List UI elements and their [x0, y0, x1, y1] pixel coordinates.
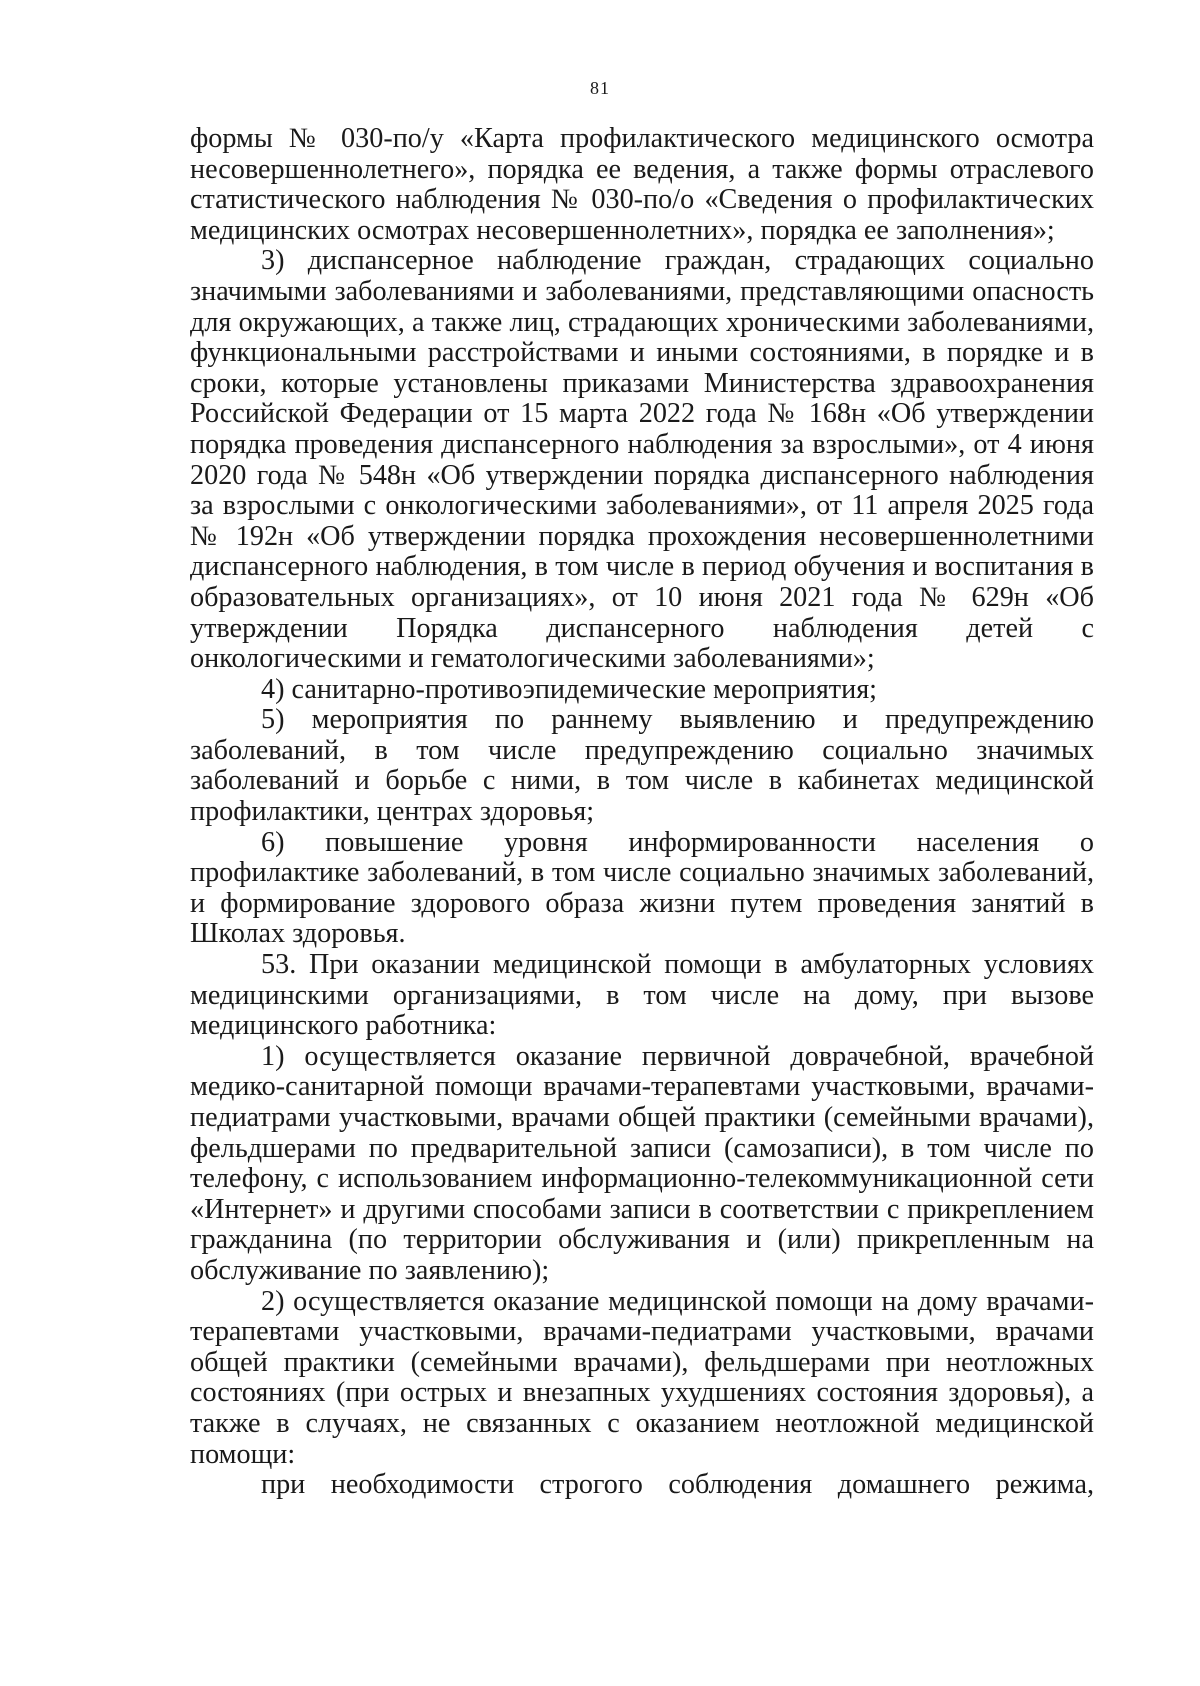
paragraph-clause-53-item-1: 1) осуществляется оказание первичной доврачебной, врачебной медико-санитарной помощи врачами-терапевтами участковыми, врачами-педиатрами участковыми, врачами общей практики (семейными врачами), фельдшерами по предварительной записи (самозаписи), в том числе по телефону, с использованием информационно-телекоммуникационной сети «Интернет» и другими способами записи в соответствии с прикреплением гражданина (по территории обслуживания и (или) прикрепленным на обслуживание по заявлению); — [190, 1040, 1094, 1286]
paragraph-item-6: 6) повышение уровня информированности населения о профилактике заболеваний, в том числе социально значимых заболеваний, и формирование здорового образа жизни путем проведения занятий в Школах здоровья. — [190, 826, 1094, 950]
paragraph-clause-53: 53. При оказании медицинской помощи в амбулаторных условиях медицинскими организациями, в том числе на дому, при вызове медицинского работника: — [190, 949, 1094, 1042]
page-number: 81 — [590, 78, 610, 98]
paragraph-item-3: 3) диспансерное наблюдение граждан, страдающих социально значимыми заболеваниями и заболеваниями, представляющими опасность для окружающих, а также лиц, страдающих хроническими заболеваниями, функциональными расстройствами и иными состояниями, в порядке и в сроки, которые установлены приказами Министерства здравоохранения Российской Федерации от 15 марта 2022 года № 168н «Об утверждении порядка проведения диспансерного наблюдения за взрослыми», от 4 июня 2020 года № 548н «Об утверждении порядка диспансерного наблюдения за взрослыми с онкологическими заболеваниями», от 11 апреля 2025 года № 192н «Об утверждении порядка прохождения несовершеннолетними диспансерного наблюдения, в том числе в период обучения и воспитания в образовательных организациях», от 10 июня 2021 года № 629н «Об утверждении Порядка диспансерного наблюдения детей с онкологическими и гематологическими заболеваниями»; — [190, 245, 1094, 675]
document-body — [190, 124, 1094, 1501]
paragraph-continuation: формы № 030-по/у «Карта профилактического медицинского осмотра несовершеннолетнего», порядка ее ведения, а также формы отраслевого статистического наблюдения № 030-по/о «Сведения о профилактических медицинских осмотрах несовершеннолетних», порядка ее заполнения»; — [190, 123, 1094, 246]
paragraph-clause-53-item-2: 2) осуществляется оказание медицинской помощи на дому врачами-терапевтами участковыми, врачами-педиатрами участковыми, врачами общей практики (семейными врачами), фельдшерами при неотложных состояниях (при острых и внезапных ухудшениях состояния здоровья), а также в случаях, не связанных с оказанием неотложной медицинской помощи: — [190, 1285, 1094, 1470]
paragraph-item-5: 5) мероприятия по раннему выявлению и предупреждению заболеваний, в том числе предупреждению социально значимых заболеваний и борьбе с ними, в том числе в кабинетах медицинской профилактики, центрах здоровья; — [190, 704, 1094, 828]
paragraph-item-4: 4) санитарно-противоэпидемические мероприятия; — [261, 673, 877, 705]
paragraph-continued-line: при необходимости строгого соблюдения домашнего режима, — [261, 1469, 1094, 1501]
